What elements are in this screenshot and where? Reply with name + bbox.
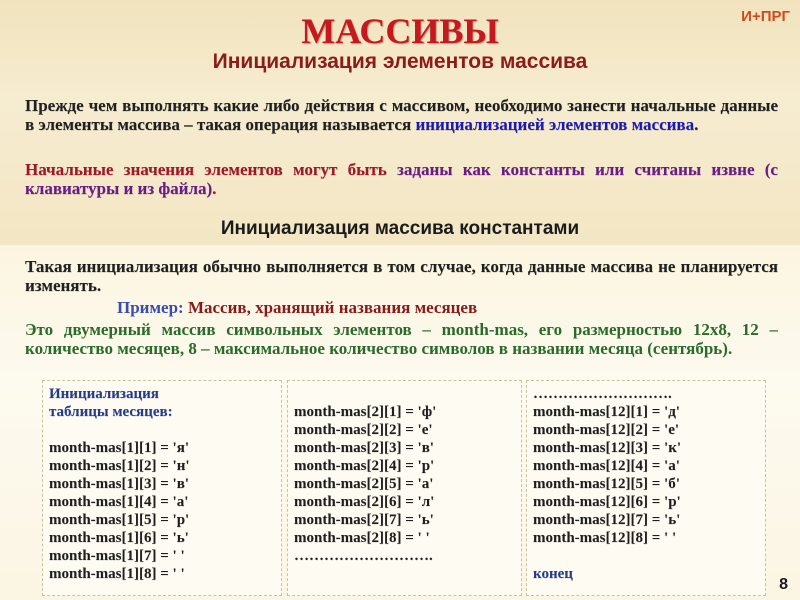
code-line: month-mas[2][1] = 'ф' (294, 404, 437, 420)
code-line: month-mas[2][8] = ' ' (294, 530, 430, 546)
code-line: month-mas[12][4] = 'а' (533, 458, 680, 474)
example-label: Пример: (117, 298, 184, 317)
code-line: month-mas[2][5] = 'а' (294, 476, 434, 492)
slide-subtitle: Инициализация элементов массива (212, 50, 588, 73)
code-line: month-mas[1][2] = 'н' (49, 458, 190, 474)
code-line: month-mas[2][4] = 'р' (294, 458, 435, 474)
array-description: Это двумерный массив символьных элементов – month-mas, его размерностью 12х8, 12 – количество месяцев, 8 – максимальное количество символов в названии месяца (сентябрь). (25, 320, 778, 358)
code-box-january (42, 380, 282, 596)
code-line: month-mas[12][2] = 'е' (533, 422, 680, 438)
code-line: month-mas[12][6] = 'р' (533, 494, 681, 510)
code-line: month-mas[1][6] = 'ь' (49, 530, 189, 546)
initial-values-text-a: Начальные значения элементов могут быть (25, 160, 398, 179)
example-line (117, 298, 477, 317)
code-line: month-mas[12][3] = 'к' (533, 440, 682, 456)
ellipsis: ………………………. (533, 386, 672, 402)
initial-values-paragraph (25, 160, 778, 198)
corner-tag: И+ПРГ (741, 8, 790, 25)
code-line: month-mas[1][1] = 'я' (49, 440, 189, 456)
code-box-heading-2: таблицы месяцев: (49, 404, 173, 420)
intro-paragraph (25, 96, 778, 134)
code-box-december (526, 380, 766, 596)
intro-text-a: Прежде чем выполнять какие либо действия с массивом, необходимо занести начальные данные в элементы массива – такая операция называется (25, 96, 778, 134)
code-line: month-mas[2][3] = 'в' (294, 440, 434, 456)
code-line: month-mas[2][2] = 'е' (294, 422, 433, 438)
initial-values-highlight: заданы как константы или считаны извне (с клавиатуры и из файла) (25, 160, 778, 198)
code-line: month-mas[1][3] = 'в' (49, 476, 189, 492)
code-line: month-mas[1][8] = ' ' (49, 566, 185, 582)
slide-title: МАССИВЫ (301, 11, 499, 51)
constants-paragraph: Такая инициализация обычно выполняется в том случае, когда данные массива не планируется изменять. (25, 257, 778, 295)
code-line: month-mas[1][4] = 'а' (49, 494, 189, 510)
intro-highlight: инициализацией элементов массива (415, 115, 695, 134)
intro-text-b: . (694, 115, 699, 134)
code-line: month-mas[2][6] = 'л' (294, 494, 435, 510)
code-line: month-mas[12][7] = 'ь' (533, 512, 681, 528)
code-line: month-mas[12][5] = 'б' (533, 476, 680, 492)
end-label: конец (533, 566, 573, 582)
code-box-heading-1: Инициализация (49, 386, 159, 402)
code-box-february (287, 380, 522, 596)
code-line: month-mas[1][5] = 'р' (49, 512, 190, 528)
example-text: Массив, хранящий названия месяцев (187, 298, 478, 317)
section-heading: Инициализация массива константами (220, 218, 580, 239)
code-line: month-mas[12][1] = 'д' (533, 404, 680, 420)
page-number: 8 (779, 576, 788, 593)
code-line: month-mas[12][8] = ' ' (533, 530, 677, 546)
ellipsis: ………………………. (294, 548, 433, 564)
initial-values-text-b: . (212, 179, 217, 198)
code-line: month-mas[1][7] = ' ' (49, 548, 185, 564)
code-line: month-mas[2][7] = 'ь' (294, 512, 434, 528)
